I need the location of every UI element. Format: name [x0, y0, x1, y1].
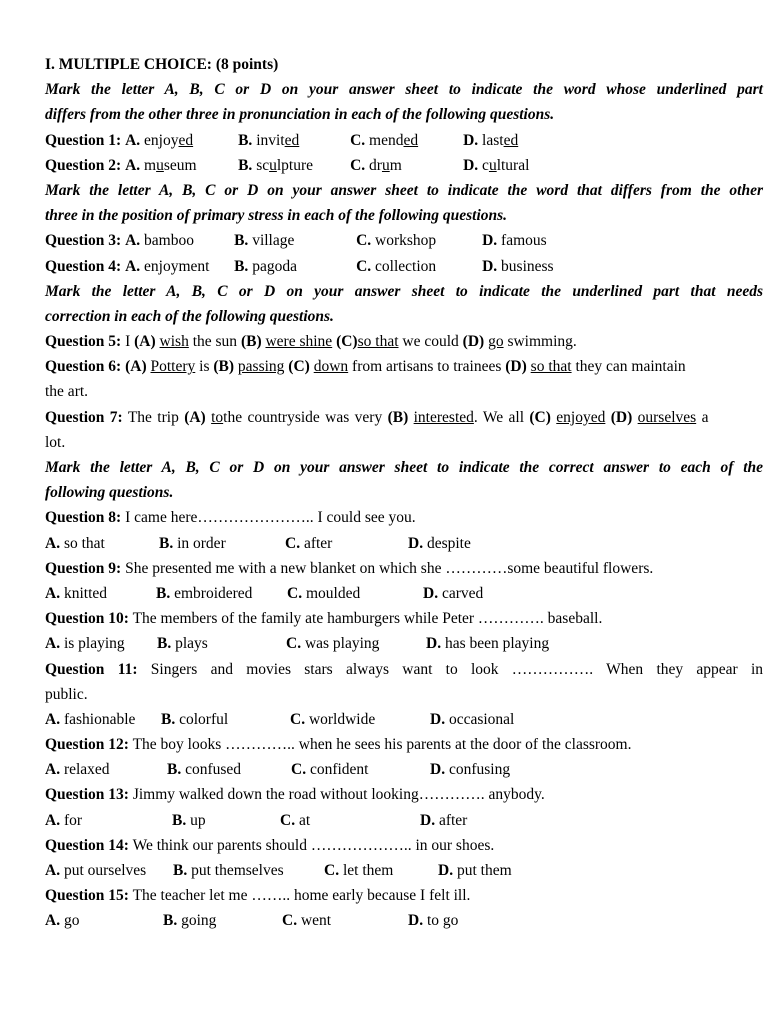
option-b: B. village — [234, 232, 295, 250]
option-a: A. knitted — [45, 584, 108, 602]
option-d: D. business — [482, 257, 554, 275]
question-2 — [45, 153, 763, 178]
question-label: Question 14: — [45, 836, 129, 854]
option-a: A. enjoyment — [125, 257, 210, 275]
question-12-options — [45, 757, 763, 782]
option-a: A. relaxed — [45, 761, 110, 779]
option-a: A. enjoyed — [125, 131, 194, 149]
option-d: D. occasional — [430, 710, 515, 728]
question-14 — [45, 833, 763, 858]
question-15-options — [45, 908, 763, 933]
question-stem: We think our parents should ……………….. in our shoes. — [132, 836, 495, 854]
question-8 — [45, 505, 763, 530]
question-label: Question 10: — [45, 610, 129, 628]
question-10-options — [45, 631, 763, 656]
question-label: Question 1: — [45, 131, 122, 149]
option-d: D. confusing — [430, 761, 511, 779]
instruction-stress-line-1: Mark the letter A, B, C or D on your answer sheet to indicate the word that differs from the other — [45, 181, 763, 199]
question-7-continuation: lot. — [45, 433, 66, 451]
instruction-correct-answer-line-2: following questions. — [45, 484, 174, 502]
option-b: B. up — [172, 811, 206, 829]
underlined-part-d: so that — [530, 358, 572, 376]
question-label: Question 8: — [45, 509, 122, 527]
question-label: Question 9: — [45, 559, 122, 577]
question-stem: She presented me with a new blanket on which she …………some beautiful flowers. — [125, 559, 654, 577]
option-c: C. at — [280, 811, 311, 829]
option-d: D. put them — [438, 862, 512, 879]
option-c: C. drum — [350, 156, 402, 174]
option-d: D. despite — [408, 534, 471, 552]
option-a: A. for — [45, 811, 83, 829]
option-b: B. pagoda — [234, 257, 297, 275]
question-label: Question 2: — [45, 156, 122, 174]
underlined-part-b: interested — [413, 408, 474, 426]
question-stem: I came here………………….. I could see you. — [125, 509, 416, 527]
question-1 — [45, 128, 763, 153]
underlined-part-d: go — [488, 333, 504, 351]
underlined-part-a: wish — [159, 333, 189, 351]
question-6-continuation: the art. — [45, 383, 89, 401]
option-c: C. let them — [324, 862, 394, 879]
question-label: Question 6: — [45, 358, 122, 376]
option-c: C. worldwide — [290, 710, 376, 728]
option-d: D. cultural — [463, 156, 530, 174]
option-d: D. has been playing — [426, 635, 550, 653]
section-title: I. MULTIPLE CHOICE: (8 points) — [45, 56, 279, 73]
option-d: D. famous — [482, 232, 547, 250]
question-6: Question 6: (A) Pottery is (B) passing (C) down from artisans to trainees (D) so that they can maintain — [45, 358, 686, 376]
option-c: C. confident — [291, 761, 369, 779]
question-label: Question 4: — [45, 257, 122, 275]
question-label: Question 11: — [45, 660, 138, 678]
question-stem: Jimmy walked down the road without looking…………. anybody. — [132, 786, 545, 804]
option-b: B. colorful — [161, 710, 229, 728]
question-11 — [45, 657, 763, 682]
underlined-part-c: so that — [357, 333, 399, 351]
option-a: A. museum — [125, 156, 197, 174]
question-stem: Singers and movies stars always want to look ……………. When they appear in — [150, 660, 764, 678]
question-3 — [45, 228, 763, 253]
option-d: D. carved — [423, 584, 484, 602]
question-15 — [45, 883, 763, 908]
underlined-part-d: ourselves — [637, 408, 697, 426]
question-stem: The members of the family ate hamburgers while Peter …………. baseball. — [132, 610, 603, 628]
option-a: A. is playing — [45, 635, 125, 653]
underlined-part-b: passing — [237, 358, 285, 376]
option-b: B. invited — [238, 131, 300, 149]
question-13 — [45, 782, 763, 807]
underlined-part-a: Pottery — [150, 358, 196, 376]
instruction-pronunciation-line-1: Mark the letter A, B, C or D on your answer sheet to indicate the word whose underlined part — [45, 81, 763, 99]
underlined-part-c: down — [313, 358, 349, 376]
question-12 — [45, 732, 763, 757]
option-b: B. embroidered — [156, 584, 253, 602]
instruction-correct-answer-line-1: Mark the letter A, B, C or D on your answer sheet to indicate the correct answer to each of the — [45, 459, 763, 476]
option-c: C. was playing — [286, 635, 380, 653]
question-label: Question 5: — [45, 333, 122, 351]
underlined-part-a: to — [211, 408, 224, 426]
question-label: Question 15: — [45, 887, 129, 905]
instruction-stress-line-2: three in the position of primary stress in each of the following questions. — [45, 207, 508, 225]
option-a: A. go — [45, 912, 80, 930]
option-a: A. so that — [45, 534, 105, 552]
question-11-options — [45, 707, 763, 732]
option-c: C. mended — [350, 131, 419, 149]
question-9-options — [45, 581, 763, 606]
option-c: C. workshop — [356, 232, 437, 250]
option-d: D. to go — [408, 912, 459, 930]
question-stem: The teacher let me …….. home early because I felt ill. — [132, 887, 471, 905]
option-b: B. sculpture — [238, 156, 314, 174]
instruction-correction-line-2: correction in each of the following questions. — [45, 307, 334, 325]
option-c: C. moulded — [287, 584, 361, 602]
option-b: B. going — [163, 912, 217, 930]
option-b: B. confused — [167, 761, 242, 779]
question-stem: The boy looks ………….. when he sees his parents at the door of the classroom. — [132, 736, 632, 754]
option-a: A. put ourselves — [45, 862, 147, 879]
worksheet-page — [45, 52, 763, 934]
option-b: B. plays — [157, 635, 208, 653]
question-4 — [45, 254, 763, 279]
instruction-correction-line-1: Mark the letter A, B, C or D on your answer sheet to indicate the underlined part that needs — [45, 282, 763, 300]
option-b: B. in order — [159, 534, 226, 552]
question-7: Question 7: The trip (A) tothe countryside was very (B) interested. We all (C) enjoyed (D) ourselves a — [45, 408, 709, 426]
question-11-continuation: public. — [45, 685, 88, 703]
instruction-pronunciation-line-2: differs from the other three in pronunciation in each of the following questions. — [45, 106, 555, 124]
option-d: D. after — [420, 811, 468, 829]
question-label: Question 13: — [45, 786, 129, 804]
option-c: C. after — [285, 534, 333, 552]
question-8-options — [45, 531, 763, 556]
underlined-part-c: enjoyed — [556, 408, 606, 426]
question-label: Question 3: — [45, 232, 122, 250]
question-13-options — [45, 808, 763, 833]
option-c: C. went — [282, 912, 332, 930]
underlined-part-b: were shine — [265, 333, 333, 351]
option-a: A. bamboo — [125, 232, 194, 250]
option-a: A. fashionable — [45, 710, 136, 728]
question-14-options — [45, 858, 763, 883]
option-d: D. lasted — [463, 131, 519, 149]
option-b: B. put themselves — [173, 862, 284, 879]
question-label: Question 7: — [45, 408, 123, 426]
option-c: C. collection — [356, 257, 437, 275]
question-10 — [45, 606, 763, 631]
question-9 — [45, 556, 763, 581]
question-label: Question 12: — [45, 736, 129, 754]
question-5: Question 5: I (A) wish the sun (B) were shine (C)so that we could (D) go swimming. — [45, 333, 577, 351]
